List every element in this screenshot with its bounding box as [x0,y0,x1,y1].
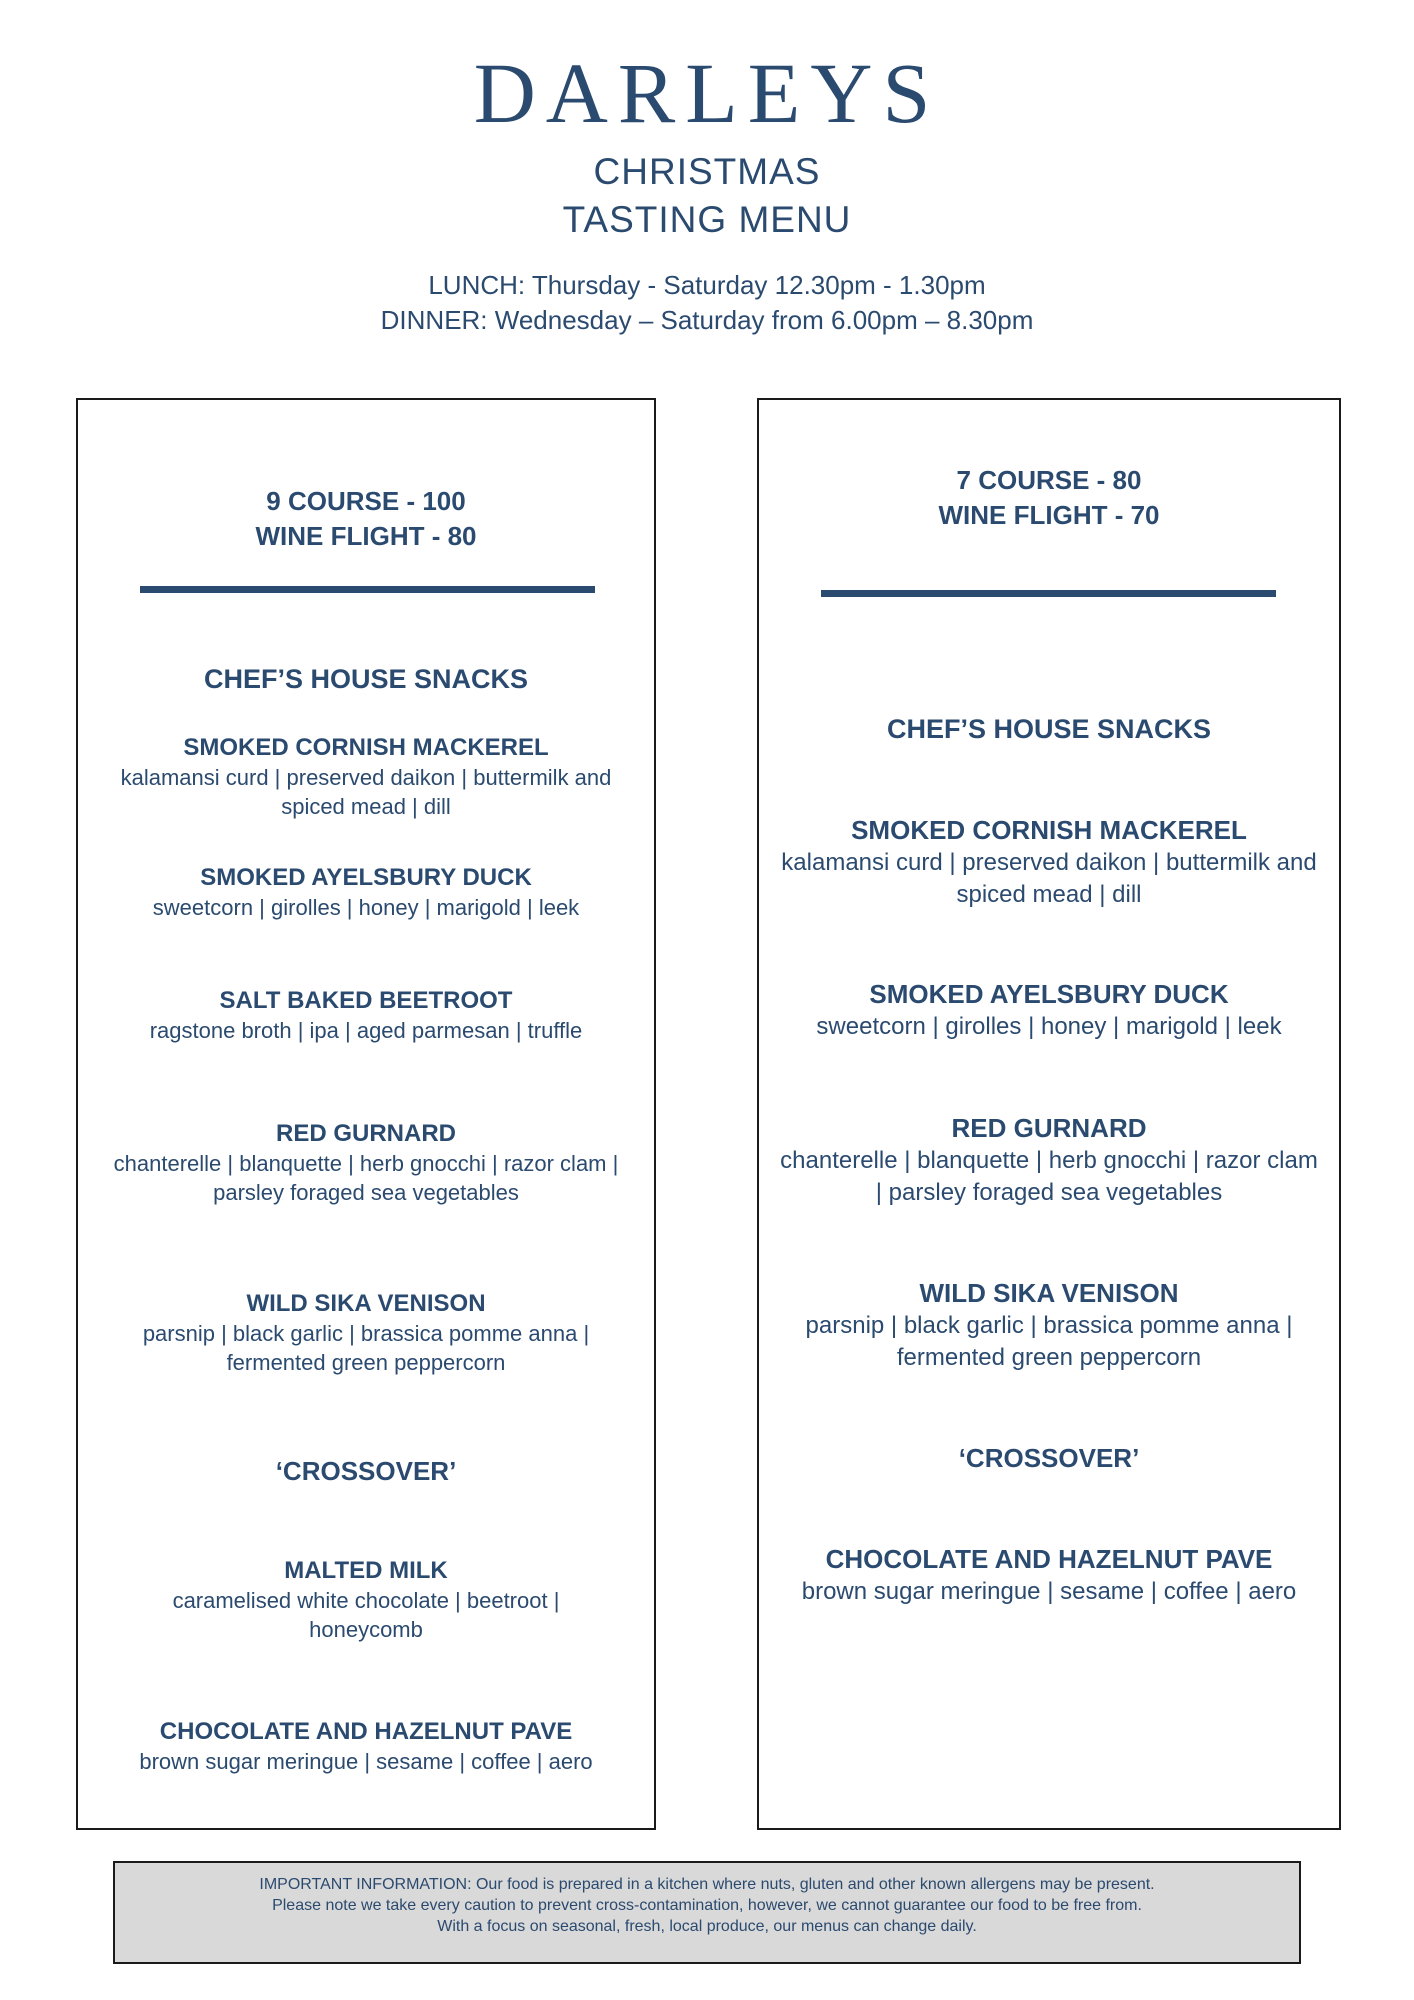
wine-flight-price-line: WINE FLIGHT - 70 [938,500,1160,530]
lunch-hours: LUNCH: Thursday - Saturday 12.30pm - 1.30pm [428,270,986,300]
menu-item [759,1441,1339,1475]
menu-item-description: parsnip | black garlic | brassica pomme anna | fermented green peppercorn [805,1312,1293,1371]
menu-item-description: ragstone broth | ipa | aged parmesan | truffle [149,1018,583,1043]
menu-item [78,733,654,821]
menu-item-name: SMOKED AYELSBURY DUCK [869,979,1229,1009]
menu-item [759,1111,1339,1209]
menu-item-description: sweetcorn | girolles | honey | marigold | leek [816,1013,1282,1040]
menu-item-name: SALT BAKED BEETROOT [219,987,513,1014]
menu-item [78,986,654,1045]
menu-item-name: ‘CROSSOVER’ [958,1443,1140,1473]
opening-hours [0,268,1414,338]
menu-title-line2: TASTING MENU [562,199,852,240]
menu-item-description: chanterelle | blanquette | herb gnocchi | razor clam | parsley foraged sea vegetables [780,1147,1318,1206]
seven-course-price [759,463,1339,533]
menu-item-description: brown sugar meringue | sesame | coffee | aero [801,1578,1297,1605]
menu-item [759,712,1339,746]
menu-item-name: ‘CROSSOVER’ [275,1456,457,1486]
menu-item [78,863,654,922]
menu-item-name: CHEF’S HOUSE SNACKS [886,714,1212,744]
divider-rule [140,586,595,593]
course-price-line: 9 COURSE - 100 [266,486,466,516]
menu-item-name: SMOKED CORNISH MACKEREL [851,815,1247,845]
menu-item [78,1456,654,1486]
menu-item-description: parsnip | black garlic | brassica pomme anna | fermented green peppercorn [142,1321,590,1375]
notice-line: With a focus on seasonal, fresh, local produce, our menus can change daily. [437,1918,977,1935]
divider-rule [821,590,1276,597]
nine-course-price [78,484,654,554]
menu-item-name: WILD SIKA VENISON [919,1278,1179,1308]
menu-title [0,148,1414,244]
menu-item [759,1276,1339,1374]
menu-item [759,977,1339,1043]
menu-item [78,662,654,696]
menu-item-name: MALTED MILK [284,1557,448,1584]
menu-item [78,1289,654,1377]
allergen-notice [113,1861,1301,1964]
menu-item-name: SMOKED CORNISH MACKEREL [183,734,549,761]
menu-item-description: kalamansi curd | preserved daikon | buttermilk and spiced mead | dill [120,765,612,819]
nine-course-menu-panel [76,398,656,1830]
menu-item-name: WILD SIKA VENISON [246,1290,486,1317]
menu-item-name: RED GURNARD [951,1113,1147,1143]
menu-item-name: CHOCOLATE AND HAZELNUT PAVE [825,1544,1273,1574]
menu-item-description: caramelised white chocolate | beetroot | honeycomb [172,1588,560,1642]
seven-course-menu-panel [757,398,1341,1830]
menu-item-description: sweetcorn | girolles | honey | marigold | leek [152,895,580,920]
dinner-hours: DINNER: Wednesday – Saturday from 6.00pm – 8.30pm [380,305,1034,335]
menu-title-line1: CHRISTMAS [593,151,821,192]
menu-item [78,1556,654,1644]
menu-item-description: kalamansi curd | preserved daikon | buttermilk and spiced mead | dill [781,849,1317,908]
notice-line: IMPORTANT INFORMATION: Our food is prepared in a kitchen where nuts, gluten and other known allergens may be present. [259,1876,1155,1893]
menu-item [78,1119,654,1207]
menu-item [759,1542,1339,1608]
brand-logo-title: DARLEYS [473,45,941,141]
menu-item-name: CHEF’S HOUSE SNACKS [203,664,529,694]
menu-item-name: SMOKED AYELSBURY DUCK [200,864,532,891]
course-price-line: 7 COURSE - 80 [956,465,1142,495]
menu-item [78,1717,654,1776]
menu-item-description: brown sugar meringue | sesame | coffee | aero [139,1749,593,1774]
wine-flight-price-line: WINE FLIGHT - 80 [255,521,477,551]
menu-item [759,813,1339,911]
menu-item-description: chanterelle | blanquette | herb gnocchi | razor clam | parsley foraged sea vegetables [113,1151,619,1205]
notice-line: Please note we take every caution to prevent cross-contamination, however, we cannot guarantee our food to be free from. [272,1897,1142,1914]
menu-item-name: CHOCOLATE AND HAZELNUT PAVE [159,1718,573,1745]
menu-item-name: RED GURNARD [276,1120,456,1147]
